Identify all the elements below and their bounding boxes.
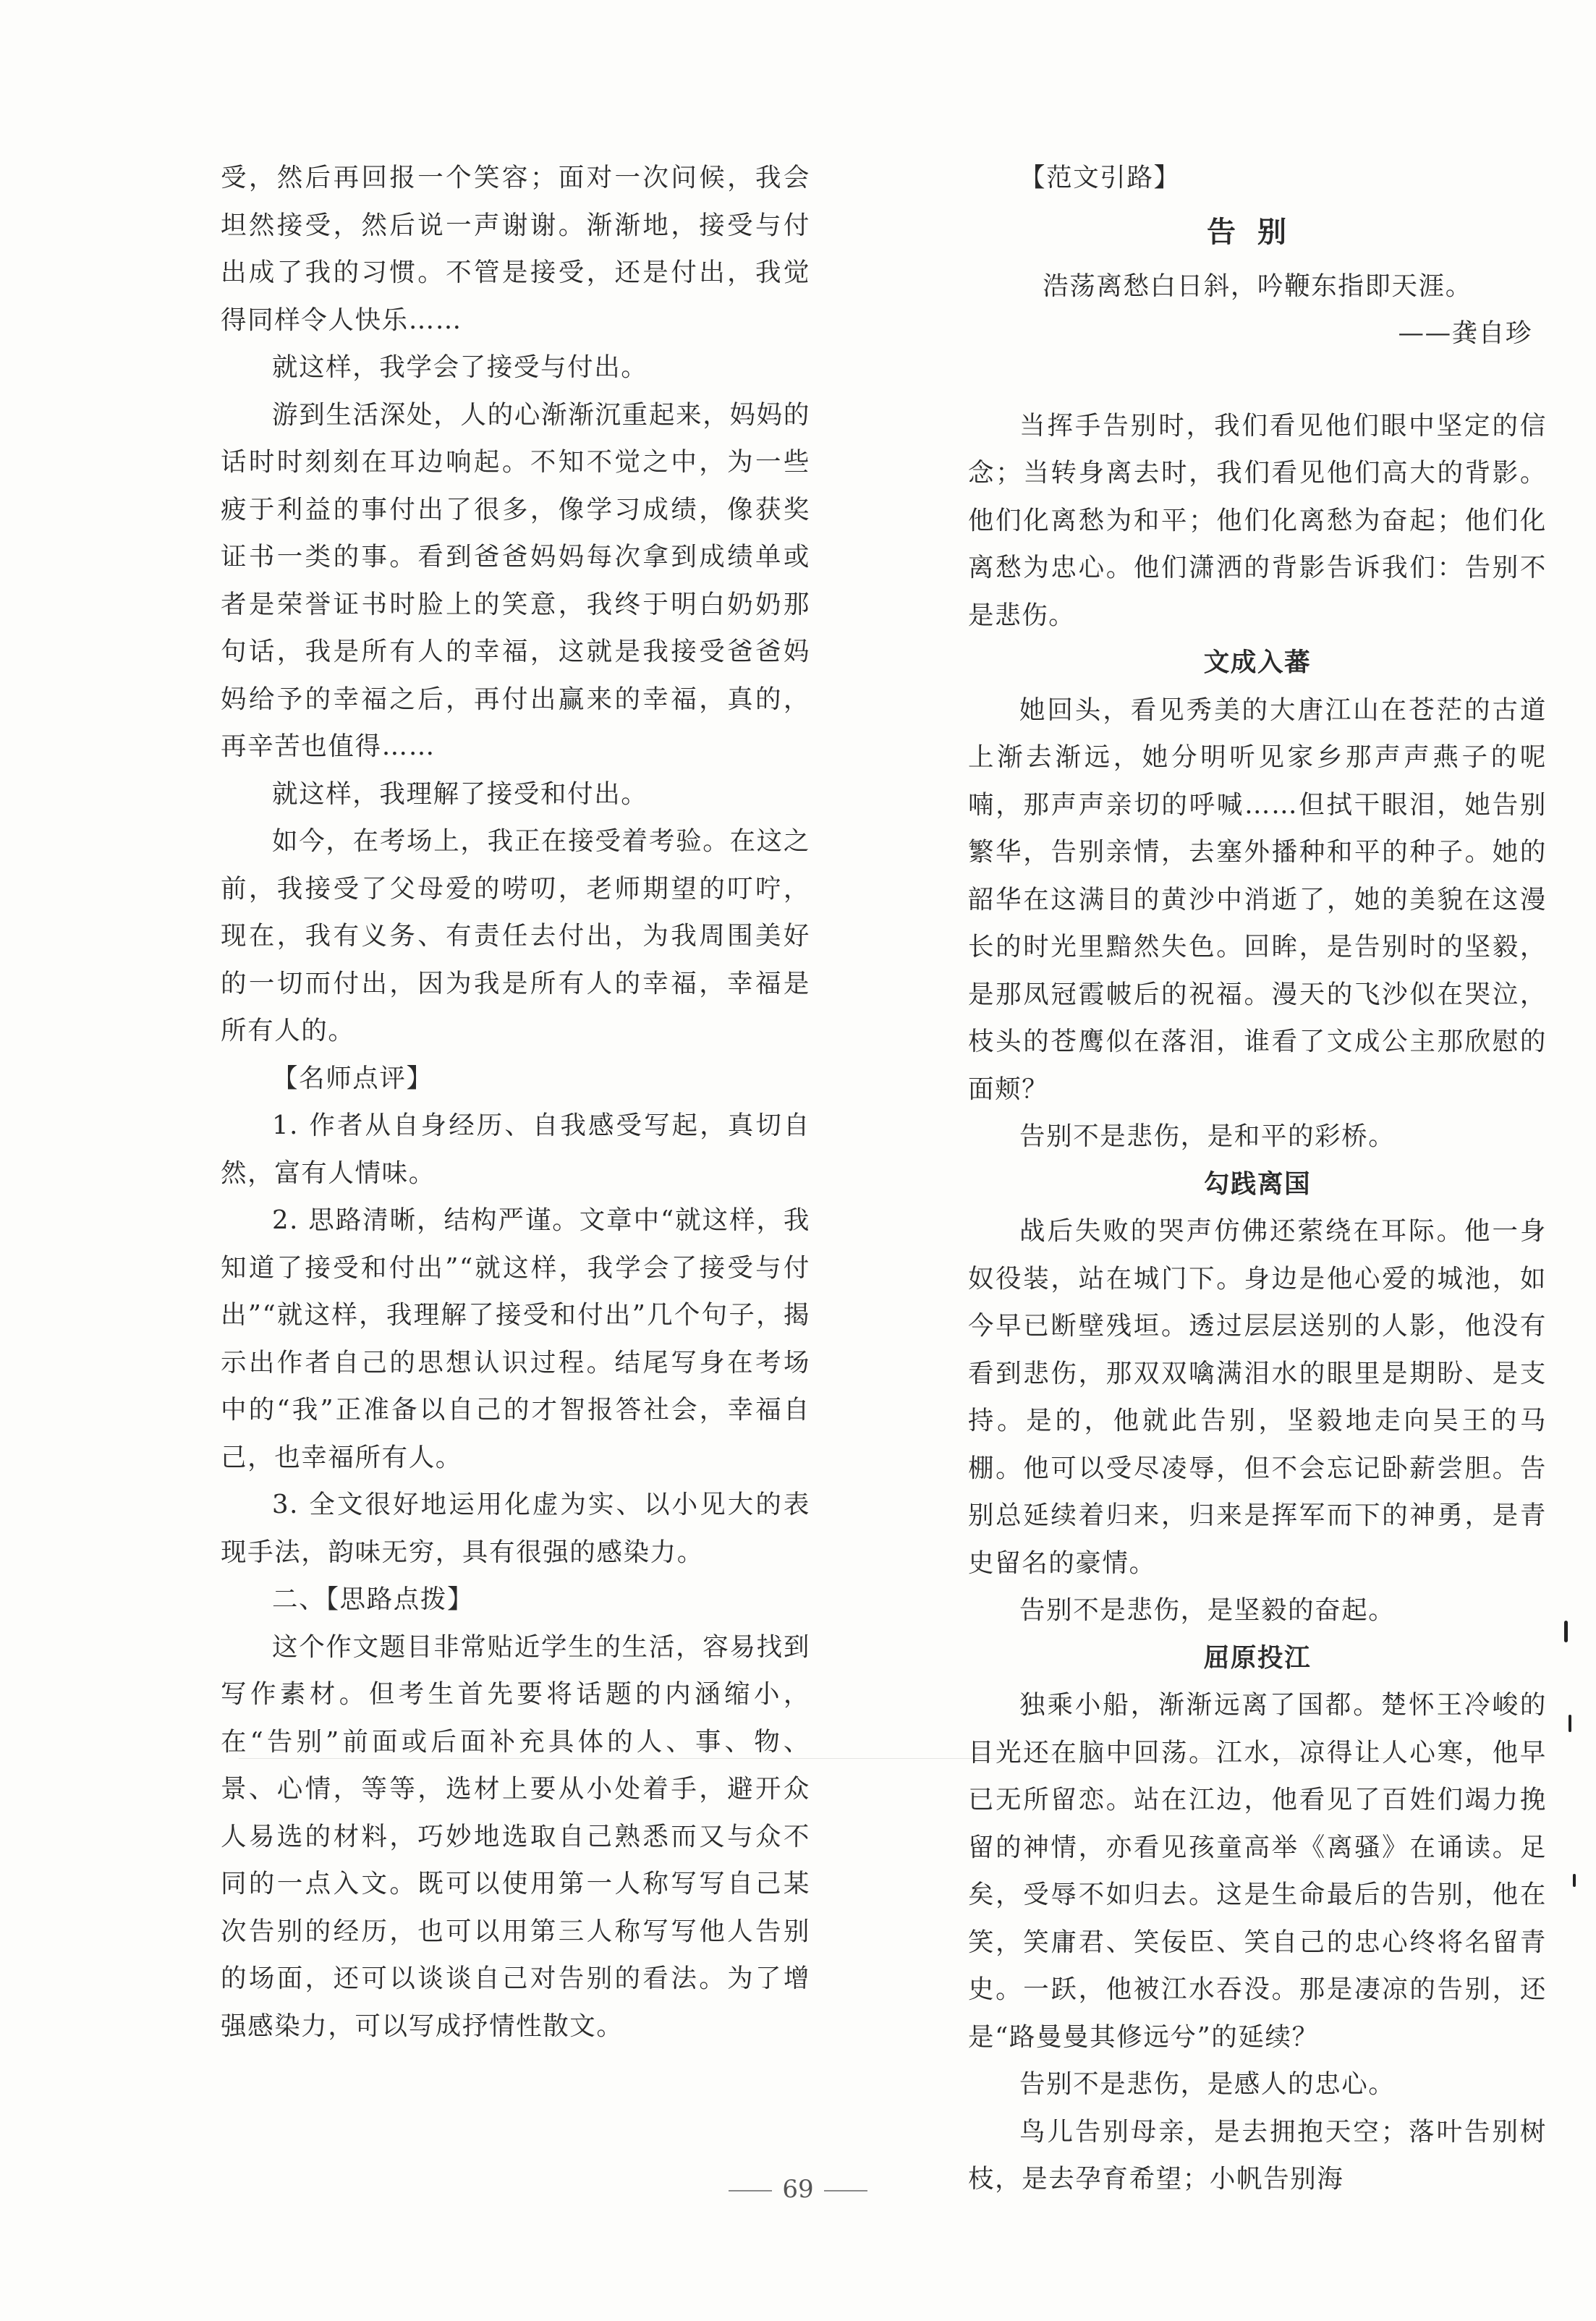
binding-mark [1573,1874,1576,1887]
paragraph: 鸟儿告别母亲，是去拥抱天空；落叶告别树枝，是去孕育希望；小帆告别海 [968,2116,1547,2194]
paragraph: 告别不是悲伤，是坚毅的奋起。 [1019,1595,1396,1625]
right-column [968,154,1547,2203]
paragraph: 游到生活深处，人的心渐渐沉重起来，妈妈的话时时刻刻在耳边响起。不知不觉之中，为一些疲于利益的事付出了很多，像学习成绩，像获奖证书一类的事。看到爸爸妈妈每次拿到成绩单或者是荣誉证书时脸上的笑意，我终于明白奶奶那句话，我是所有人的幸福，这就是我接受爸爸妈妈给予的幸福之后，再付出赢来的幸福，真的，再辛苦也值得…… [221,399,810,761]
paragraph: 独乘小船，渐渐远离了国都。楚怀王冷峻的目光还在脑中回荡。江水，凉得让人心寒，他早已无所留恋。站在江边，他看见了百姓们竭力挽留的神情，亦看见孩童高举《离骚》在诵读。足矣，受辱不如归去。这是生命最后的告别，他在笑，笑庸君、笑佞臣、笑自己的忠心终将名留青史。一跃，他被江水吞没。那是凄凉的告别，还是“路曼曼其修远兮”的延续？ [968,1690,1547,2052]
paragraph: 就这样，我学会了接受与付出。 [272,352,648,382]
binding-mark [1569,1715,1571,1732]
paragraph: 这个作文题目非常贴近学生的生活，容易找到写作素材。但考生首先要将话题的内涵缩小，在“告别”前面或后面补充具体的人、事、物、景、心情，等等，选材上要从小处着手，避开众人易选的材料，巧妙地选取自己熟悉而又与众不同的一点入文。既可以使用第一人称写写自己某次告别的经历，也可以用第三人称写写他人告别的场面，还可以谈谈自己对告别的看法。为了增强感染力，可以写成抒情性散文。 [221,1632,810,2041]
article-title: 告别 [1207,215,1308,249]
page-number: 69 [782,2175,814,2204]
paragraph: 战后失败的哭声仿佛还萦绕在耳际。他一身奴役装，站在城门下。身边是他心爱的城池，如今早已断壁残垣。透过层层送别的人影，他没有看到悲伤，那双双噙满泪水的眼里是期盼、是支持。是的，他就此告别，坚毅地走向吴王的马棚。他可以受尽凌辱，但不会忘记卧薪尝胆。告别总延续着归来，归来是挥军而下的神勇，是青史留名的豪情。 [968,1216,1547,1578]
section-heading: 二、【思路点拨】 [272,1584,475,1614]
binding-mark [1564,1621,1568,1642]
page-footer [0,2175,1596,2204]
subheading: 勾践离国 [1203,1168,1312,1199]
section-heading: 【名师点评】 [272,1063,433,1093]
epigraph-author: ——龚自珍 [1398,318,1532,348]
paragraph: 2. 思路清晰，结构严谨。文章中“就这样，我知道了接受和付出”“就这样，我学会了接受与付出”“就这样，我理解了接受和付出”几个句子，揭示出作者自己的思想认识过程。结尾写身在考场中的“我”正准备以自己的才智报答社会，幸福自己，也幸福所有人。 [221,1205,810,1472]
section-label: 【范文引路】 [1019,163,1181,192]
left-column [221,154,810,2050]
paragraph: 就这样，我理解了接受和付出。 [272,778,648,809]
paragraph: 1. 作者从自身经历、自我感受写起，真切自然，富有人情味。 [221,1111,810,1188]
epigraph: 浩荡离愁白日斜，吟鞭东指即天涯。 [1043,271,1472,301]
subheading: 文成入蕃 [1203,648,1312,677]
subheading: 屈原投江 [1203,1642,1312,1673]
paragraph: 3. 全文很好地运用化虚为实、以小见大的表现手法，韵味无穷，具有很强的感染力。 [221,1490,810,1567]
paragraph: 她回头，看见秀美的大唐江山在苍茫的古道上渐去渐远，她分明听见家乡那声声燕子的呢喃，那声声亲切的呼喊……但拭干眼泪，她告别繁华，告别亲情，去塞外播种和平的种子。她的韶华在这满目的黄沙中消逝了，她的美貌在这漫长的时光里黯然失色。回眸，是告别时的坚毅，是那凤冠霞帔后的祝福。漫天的飞沙似在哭泣，枝头的苍鹰似在落泪，谁看了文成公主那欣慰的面颊？ [968,695,1547,1104]
paragraph: 如今，在考场上，我正在接受着考验。在这之前，我接受了父母爱的唠叨，老师期望的叮咛，现在，我有义务、有责任去付出，为我周围美好的一切而付出，因为我是所有人的幸福，幸福是所有人的。 [221,826,810,1045]
paragraph: 告别不是悲伤，是感人的忠心。 [1019,2069,1396,2099]
paragraph: 告别不是悲伤，是和平的彩桥。 [1019,1121,1396,1151]
paragraph: 当挥手告别时，我们看见他们眼中坚定的信念；当转身离去时，我们看见他们高大的背影。他们化离愁为和平；他们化离愁为奋起；他们化离愁为忠心。他们潇洒的背影告诉我们：告别不是悲伤。 [968,410,1547,630]
paragraph: 受，然后再回报一个笑容；面对一次问候，我会坦然接受，然后说一声谢谢。渐渐地，接受与付出成了我的习惯。不管是接受，还是付出，我觉得同样令人快乐…… [221,163,810,335]
